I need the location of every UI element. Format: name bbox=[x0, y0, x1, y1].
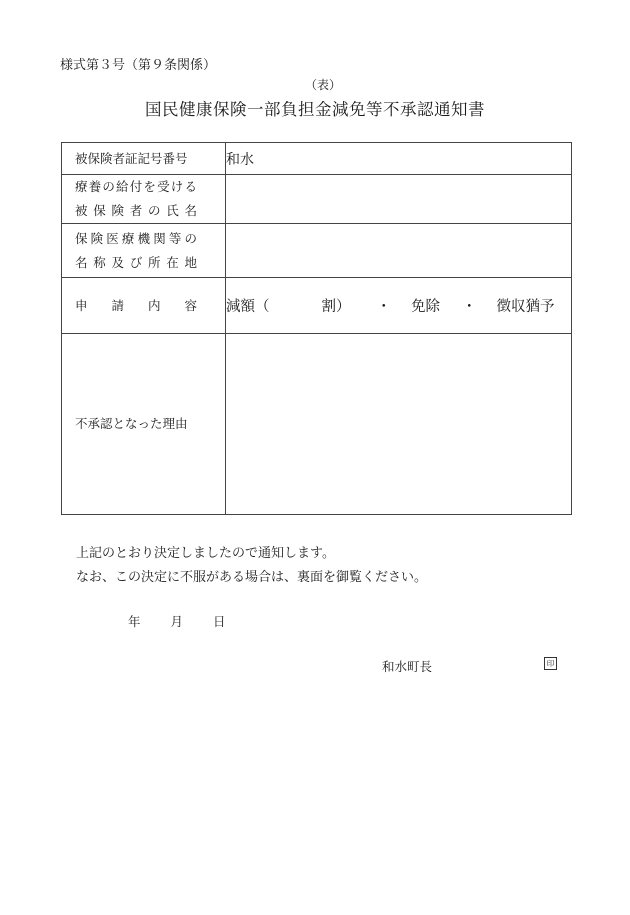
notice-form-table bbox=[61, 142, 572, 515]
table-row-reason bbox=[62, 334, 572, 515]
date-month: 月 bbox=[170, 614, 184, 629]
form-number: 様式第３号（第９条関係） bbox=[60, 58, 217, 73]
table-row-insurer-number bbox=[62, 143, 572, 175]
institution-label-line1: 保険医療機関等の bbox=[75, 230, 197, 246]
separator-dot: ・ bbox=[462, 299, 477, 315]
insured-name-label-line1: 療養の給付を受ける bbox=[75, 179, 197, 194]
option-exemption: 免除 bbox=[411, 299, 440, 315]
insured-name-label-line2: 被保険者の氏名 bbox=[75, 203, 197, 218]
insured-name-label bbox=[62, 175, 226, 224]
notice-line-2: なお、この決定に不服がある場合は、裏面を御覧ください。 bbox=[76, 570, 428, 585]
institution-label-line2: 名称及び所在地 bbox=[75, 254, 197, 270]
date-year: 年 bbox=[128, 614, 141, 629]
date-day: 日 bbox=[213, 614, 226, 629]
side-label: （表） bbox=[305, 78, 342, 92]
option-deferral: 徴収猶予 bbox=[496, 299, 555, 315]
application-content-options bbox=[226, 278, 572, 334]
institution-label bbox=[62, 224, 226, 278]
table-row-institution bbox=[62, 224, 572, 278]
issuer-title: 和水町長 bbox=[382, 659, 433, 674]
option-reduction: 減額（ bbox=[226, 299, 270, 315]
seal-mark: 印 bbox=[544, 657, 557, 670]
document-title: 国民健康保険一部負担金減免等不承認通知書 bbox=[145, 100, 485, 119]
table-row-insured-name bbox=[62, 175, 572, 224]
insurer-number-value: 和水 bbox=[226, 143, 572, 175]
insured-name-value bbox=[226, 175, 572, 224]
table-row-application-content bbox=[62, 278, 572, 334]
reason-value bbox=[226, 334, 572, 515]
institution-value bbox=[226, 224, 572, 278]
notice-line-1: 上記のとおり決定しましたので通知します。 bbox=[76, 546, 335, 561]
application-content-label-text: 申請内容 bbox=[75, 297, 197, 313]
reason-label: 不承認となった理由 bbox=[62, 334, 226, 515]
application-content-label bbox=[62, 278, 226, 334]
date-line bbox=[128, 612, 226, 630]
separator-dot: ・ bbox=[376, 299, 391, 315]
option-reduction-close: 割） bbox=[321, 299, 351, 315]
insurer-number-label: 被保険者証記号番号 bbox=[62, 143, 226, 175]
